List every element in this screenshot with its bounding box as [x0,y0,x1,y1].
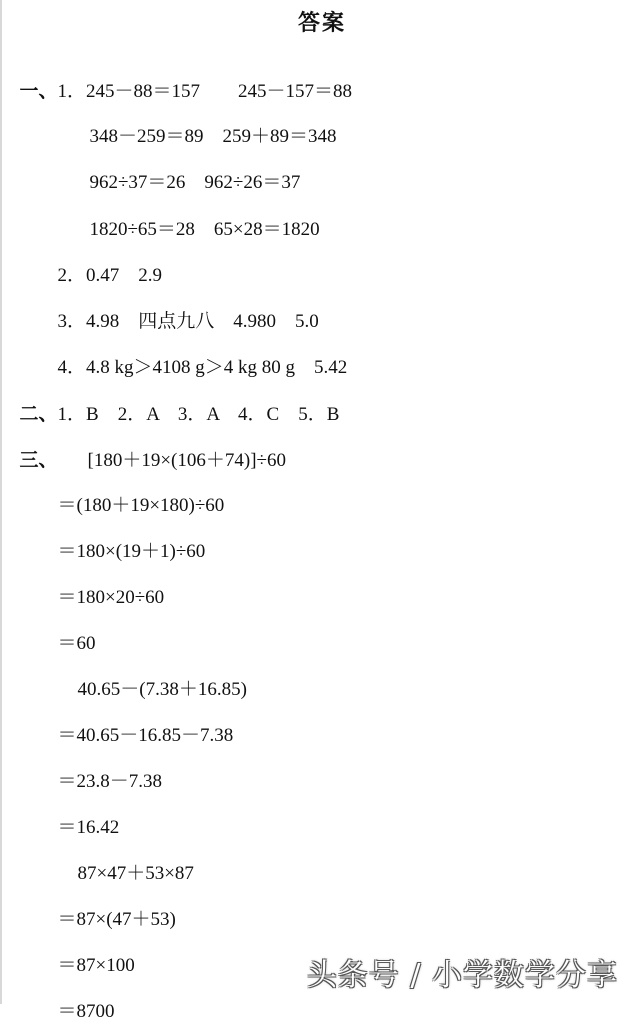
line-text: 3．4.98 四点九八 4.980 5.0 [57,311,319,332]
line-text: 348－259＝89 259＋89＝348 [89,126,337,147]
answer-line [68,838,194,886]
line-text: 87×47＋53×87 [77,863,194,884]
answer-line [10,378,339,427]
line-text: ＝16.42 [57,817,120,838]
line-text: ＝40.65－16.85－7.38 [57,725,234,746]
section-label: 一、 [19,80,58,102]
section-label: 二、 [19,403,58,425]
line-text: 1．245－88＝157 245－157＝88 [57,81,353,102]
answer-line [80,147,300,195]
line-text: ＝23.8－7.38 [57,771,163,792]
answer-line [48,332,347,380]
answer-line [48,608,96,656]
line-text: ＝180×(19＋1)÷60 [57,541,206,562]
line-text: ＝(180＋19×180)÷60 [57,495,225,516]
answer-line [48,976,115,1024]
line-text: ＝180×20÷60 [57,587,165,608]
answer-line [48,286,319,334]
answer-line [10,424,286,473]
line-text: 4．4.8 kg＞4108 g＞4 kg 80 g 5.42 [57,357,348,378]
line-text: 1820÷65＝28 65×28＝1820 [89,219,320,240]
answer-line [48,746,162,794]
answer-line [80,194,320,242]
section-label: 三、 [19,449,58,471]
answer-line [48,562,164,610]
answer-line [48,700,233,748]
line-text: ＝60 [57,633,96,654]
answer-line [10,55,352,104]
line-text: ＝87×(47＋53) [57,909,176,930]
line-text: ＝8700 [57,1001,115,1022]
page-title: 答案 [297,11,346,36]
line-text: 962÷37＝26 962÷26＝37 [89,172,301,193]
answer-line [48,240,162,288]
answer-line [68,654,247,702]
line-text: 40.65－(7.38＋16.85) [77,679,247,700]
answer-line [80,101,337,149]
answer-line [48,930,135,978]
line-text: [180＋19×(106＋74)]÷60 [87,450,286,471]
answer-line [48,884,176,932]
watermark: 头条号 / 小学数学分享 [306,958,618,993]
answer-line [48,516,205,564]
answer-line [48,792,119,840]
line-text: 1．B 2．A 3．A 4．C 5．B [57,404,340,425]
answer-line [48,470,224,518]
line-text: 2．0.47 2.9 [57,265,163,286]
line-text: ＝87×100 [57,955,135,976]
